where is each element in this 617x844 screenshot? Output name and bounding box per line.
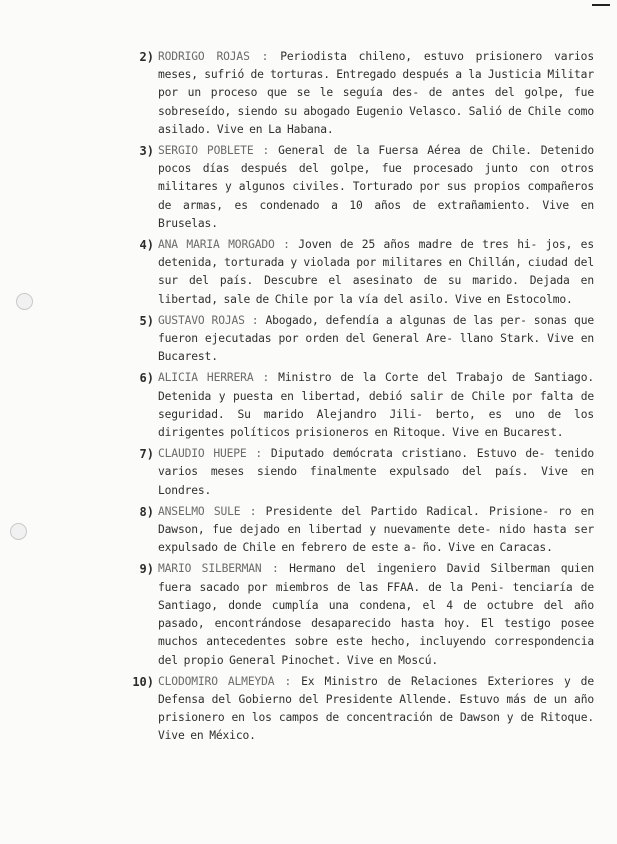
entry-description: Diputado demócrata cristiano. Estuvo de- tenido varios meses siendo finalmente expulsado del país. Vive en Londres. [158,447,595,497]
list-item [124,48,594,139]
list-item [124,312,594,367]
entry-number: 5) [139,313,154,328]
entry-number: 3) [139,144,154,159]
entry-text [158,312,594,367]
entry-separator: : [283,238,290,252]
punch-hole-lower [10,523,27,540]
entry-text [158,48,594,139]
entry-separator: : [255,447,263,461]
entry-name: CLAUDIO HUEPE [158,447,247,461]
list-item [124,369,594,442]
page-edge-mark [592,4,610,6]
entry-text [158,673,594,746]
entry-separator: : [261,50,269,63]
list-item [124,673,594,746]
entry-number: 2) [139,50,154,64]
punch-hole-upper [16,293,33,310]
entry-name: RODRIGO ROJAS [158,50,250,63]
list-item [124,560,594,669]
entry-name: SERGIO POBLETE [158,144,254,158]
entry-separator: : [272,562,279,576]
entry-number: 9) [139,562,154,577]
entry-description: Ministro de la Corte del Trabajo de Santiago. Detenida y puesta en libertad, debió salir de Chile por falta de seguridad. Su marido Alejandro Jili- berto, es uno de los dirigentes políticos prisioneros en Ritoque. Vive en Bucarest. [158,371,594,440]
typed-document-page [124,48,594,749]
entry-number: 7) [139,447,154,462]
entry-description: Hermano del ingeniero David Silberman quien fuera sacado por miembros de las FFAA. de la Peni- tenciaría de Santiago, donde cumplía una condena, el 4 de octubre del año pasado, encontrándose desaparecido hasta hoy. El testigo posee muchos antecedentes sobre este hecho, incluyendo correspondencia del propio General Pinochet. Vive en Moscú. [158,562,594,667]
entry-separator: : [262,144,270,158]
entry-name: MARIO SILBERMAN [158,562,262,576]
entry-description: Ex Ministro de Relaciones Exteriores y de Defensa del Gobierno del Presidente Allende. Estuvo más de un año prisionero en los campos de concentración de Dawson y de Ritoque. Vive en México. [158,674,594,743]
entry-number: 8) [139,504,154,519]
list-item [124,236,594,309]
entry-name: ANA MARIA MORGADO [158,238,275,252]
entry-number: 4) [139,238,154,253]
entry-description: Abogado, defendía a algunas de las per- sonas que fueron ejecutadas por orden del General Are- llano Stark. Vive en Bucarest. [158,313,594,364]
entry-text [158,142,594,233]
entry-description: Periodista chileno, estuvo prisionero varios meses, sufrió de torturas. Entregado después a la Justicia Militar por un proceso que se le seguía des- de antes del golpe, fue sobreseído, siendo su abogado Eugenio Velasco. Salió de Chile como asilado. Vive en La Habana. [158,50,594,136]
entry-separator: : [284,674,292,688]
entry-separator: : [249,504,257,518]
entry-text [158,503,594,558]
entry-name: GUSTAVO ROJAS [158,313,245,327]
entry-text [158,560,594,669]
entry-separator: : [251,313,259,327]
entry-name: CLODOMIRO ALMEYDA [158,674,275,688]
list-item [124,142,594,233]
list-item [124,445,594,500]
entry-separator: : [262,371,270,385]
entry-description: Joven de 25 años madre de tres hi- jos, es detenida, torturada y violada por militares en Chillán, ciudad del sur del país. Descubre el asesinato de su marido. Dejada en libertad, sale de Chile por la vía del asilo. Vive en Estocolmo. [158,238,594,306]
entry-text [158,369,594,442]
entry-description: Presidente del Partido Radical. Prisione- ro en Dawson, fue dejado en libertad y nuevamente dete- nido hasta ser expulsado de Chile en febrero de este a- ño. Vive en Caracas. [158,504,594,555]
entry-name: ANSELMO SULE [158,504,241,518]
entry-text [158,445,594,500]
entry-text [158,236,594,309]
entry-number: 10) [132,674,154,689]
entry-description: General de la Fuersa Aérea de Chile. Detenido pocos días después del golpe, fue procesado junto con otros militares y algunos civiles. Torturado por sus propios compañeros de armas, es condenado a 10 años de extrañamiento. Vive en Bruselas. [158,144,594,230]
list-item [124,503,594,558]
entry-number: 6) [139,371,154,386]
entry-name: ALICIA HERRERA [158,371,254,385]
